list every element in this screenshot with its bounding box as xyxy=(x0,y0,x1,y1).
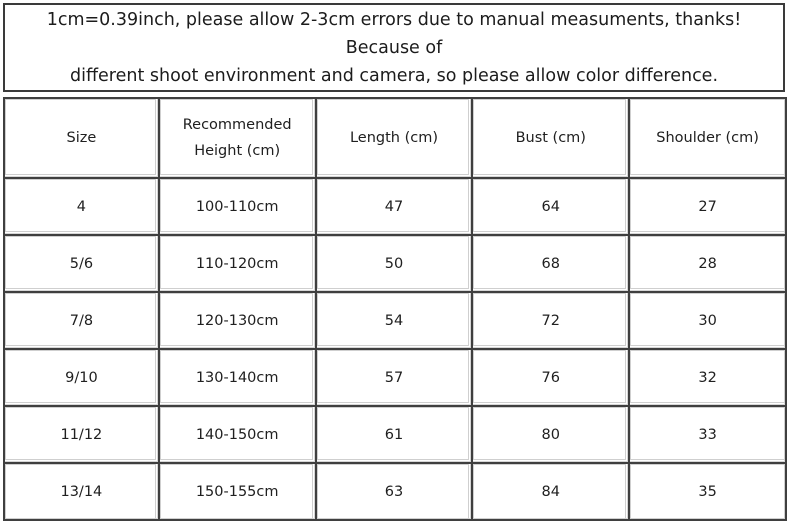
cell-length: 63 xyxy=(315,462,472,521)
cell-size: 9/10 xyxy=(3,348,158,405)
cell-shoulder: 30 xyxy=(628,291,787,348)
cell-bust: 72 xyxy=(471,291,628,348)
cell-shoulder: 27 xyxy=(628,177,787,234)
size-table xyxy=(3,97,787,521)
cell-shoulder: 28 xyxy=(628,234,787,291)
cell-size: 13/14 xyxy=(3,462,158,521)
table-row xyxy=(3,462,787,521)
table-row xyxy=(3,177,787,234)
cell-bust: 76 xyxy=(471,348,628,405)
header-size: Size xyxy=(3,97,158,177)
table-row xyxy=(3,291,787,348)
notice-line-1: 1cm=0.39inch, please allow 2-3cm errors due to manual measuments, thanks! Because of xyxy=(46,9,742,58)
cell-length: 47 xyxy=(315,177,472,234)
header-length: Length (cm) xyxy=(315,97,472,177)
header-height-line-2: Height (cm) xyxy=(194,143,281,159)
cell-bust: 84 xyxy=(471,462,628,521)
cell-height: 100-110cm xyxy=(158,177,315,234)
cell-size: 4 xyxy=(3,177,158,234)
header-shoulder: Shoulder (cm) xyxy=(628,97,787,177)
cell-bust: 64 xyxy=(471,177,628,234)
cell-length: 61 xyxy=(315,405,472,462)
header-bust: Bust (cm) xyxy=(471,97,628,177)
cell-shoulder: 33 xyxy=(628,405,787,462)
cell-shoulder: 35 xyxy=(628,462,787,521)
measurement-notice xyxy=(3,3,785,92)
table-row xyxy=(3,348,787,405)
header-recommended-height xyxy=(158,97,315,177)
cell-height: 140-150cm xyxy=(158,405,315,462)
size-table-wrapper xyxy=(3,97,787,521)
cell-shoulder: 32 xyxy=(628,348,787,405)
cell-length: 54 xyxy=(315,291,472,348)
table-row xyxy=(3,405,787,462)
table-row xyxy=(3,234,787,291)
cell-bust: 68 xyxy=(471,234,628,291)
notice-text xyxy=(9,6,779,90)
notice-line-2: different shoot environment and camera, so please allow color difference. xyxy=(69,65,719,86)
cell-size: 5/6 xyxy=(3,234,158,291)
table-header-row xyxy=(3,97,787,177)
cell-size: 11/12 xyxy=(3,405,158,462)
cell-height: 150-155cm xyxy=(158,462,315,521)
cell-size: 7/8 xyxy=(3,291,158,348)
cell-height: 120-130cm xyxy=(158,291,315,348)
header-height-line-1: Recommended xyxy=(182,117,292,133)
cell-height: 130-140cm xyxy=(158,348,315,405)
cell-length: 50 xyxy=(315,234,472,291)
cell-height: 110-120cm xyxy=(158,234,315,291)
cell-length: 57 xyxy=(315,348,472,405)
cell-bust: 80 xyxy=(471,405,628,462)
